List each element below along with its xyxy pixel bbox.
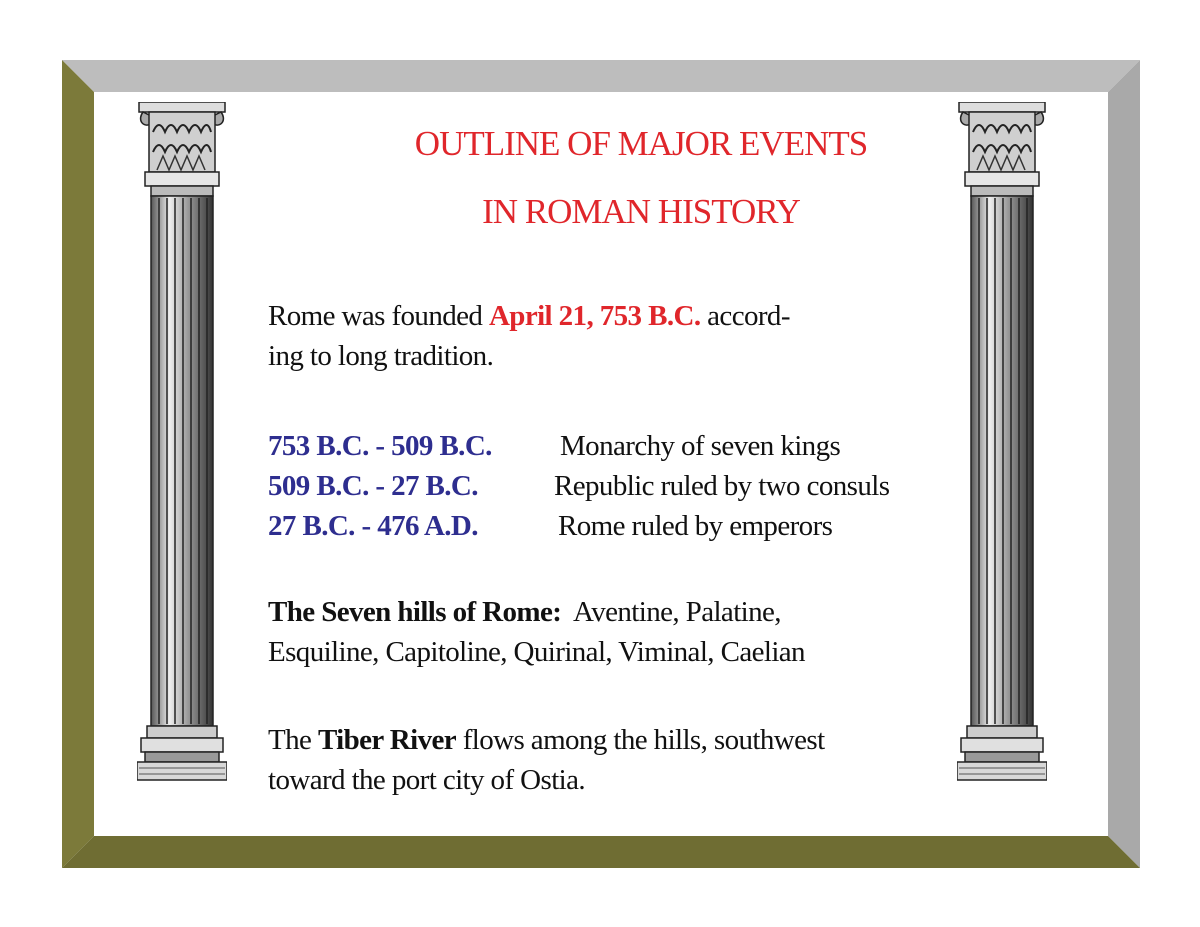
period-description: Rome ruled by emperors (558, 510, 833, 542)
content-body (268, 296, 988, 800)
founding-line-1 (268, 296, 988, 336)
founding-date: April 21, 753 B.C. (488, 300, 701, 332)
period-range: 509 B.C. - 27 B.C. (268, 470, 478, 502)
period-row (268, 506, 988, 546)
title-line-2: IN ROMAN HISTORY (482, 192, 800, 231)
period-range: 27 B.C. - 476 A.D. (268, 510, 478, 542)
river-line-1 (268, 720, 988, 760)
hills-label: The Seven hills of Rome: (268, 596, 562, 628)
river-before: The (268, 724, 318, 756)
hills-line-2: Esquiline, Capitoline, Quirinal, Viminal, Caelian (268, 636, 805, 668)
title-line-1: OUTLINE OF MAJOR EVENTS (414, 124, 868, 163)
founding-before: Rome was founded (268, 300, 489, 332)
period-range: 753 B.C. - 509 B.C. (268, 430, 492, 462)
period-description: Republic ruled by two consuls (554, 470, 890, 502)
river-name: Tiber River (317, 724, 457, 756)
period-row (268, 466, 988, 506)
river-line-2: toward the port city of Ostia. (268, 764, 586, 796)
period-row (268, 426, 988, 466)
founding-line-2: ing to long tradition. (268, 340, 494, 372)
river-after: flows among the hills, southwest (456, 724, 825, 756)
founding-after: accord- (700, 300, 790, 332)
slide-frame (62, 60, 1140, 868)
period-description: Monarchy of seven kings (560, 430, 841, 462)
hills-line-1 (268, 592, 988, 632)
hills-list-1: Aventine, Palatine, (573, 596, 781, 628)
